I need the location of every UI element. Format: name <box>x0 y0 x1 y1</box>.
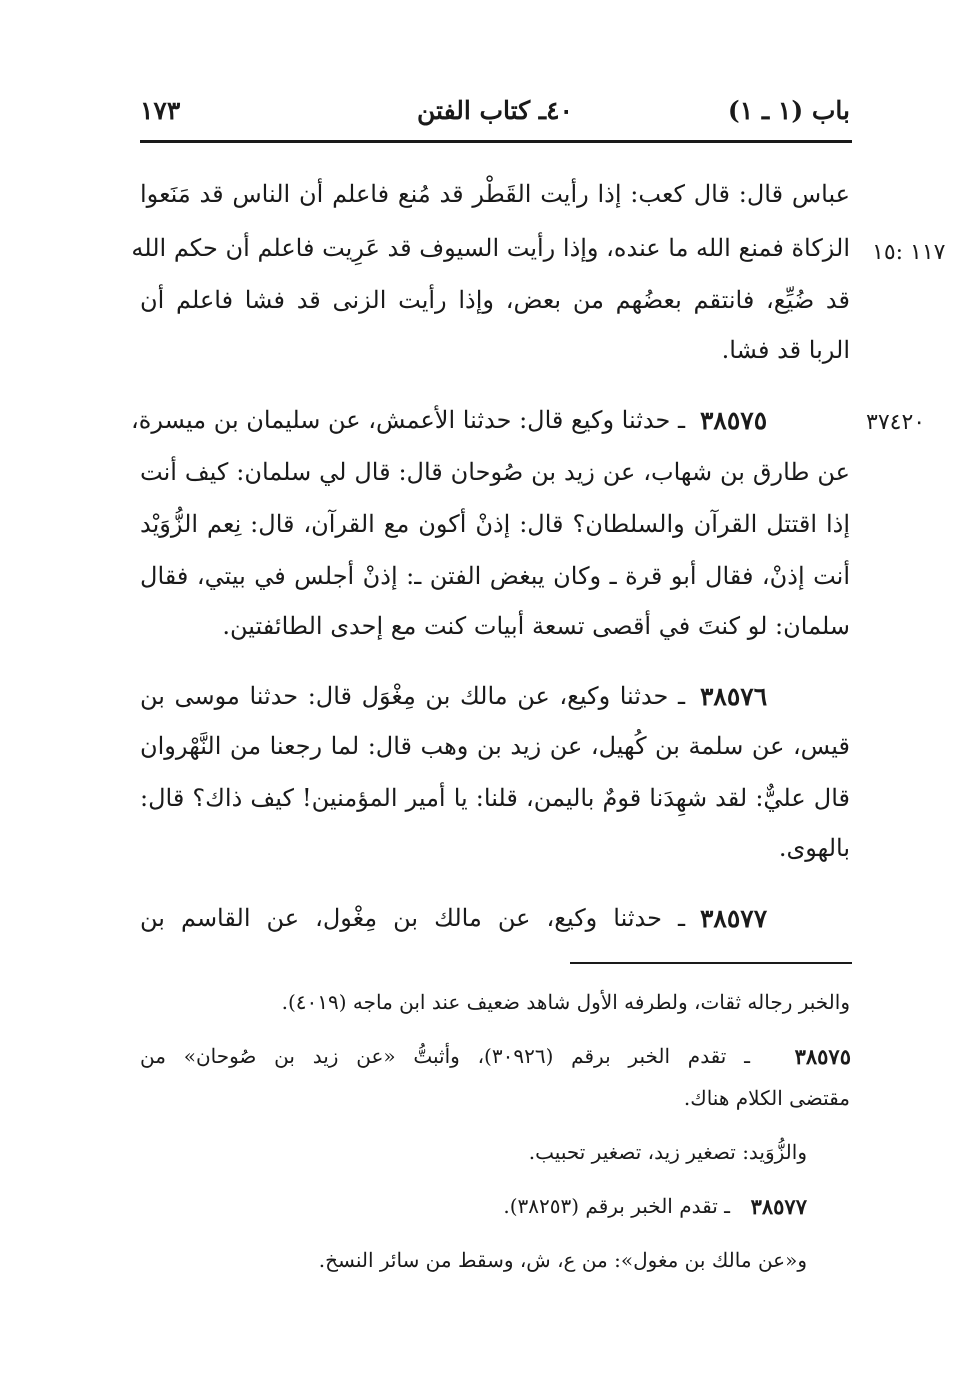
page-number: ١٧٣ <box>140 96 181 125</box>
header-rule <box>140 140 852 143</box>
footnote: والزُّوَيد: تصغير زيد، تصغير تحبيب. <box>528 1140 807 1164</box>
body-line: قال عليٌّ: لقد شهِدَنا قومٌ باليمن، قلنا: يا أمير المؤمنين! كيف ذاك؟ قال: <box>140 784 850 812</box>
footnote: ـ تقدم الخبر برقم (٣٠٩٢٦)، وأثبتُّ «عن زيد بن صُوحان» من <box>140 1044 750 1068</box>
body-line: قيس، عن سلمة بن كُهيل، عن زيد بن وهب قال: لما رجعنا من النَّهْروان <box>140 732 850 760</box>
body-line: أنت إذنْ، فقال أبو قرة ـ وكان يبغض الفتن ـ: إذنْ أجلس في بيتي، فقال <box>140 562 850 590</box>
body-line: سلمان: لو كنتَ في أقصى تسعة أبيات كنت مع إحدى الطائفتين. <box>222 612 850 640</box>
body-line: ـ حدثنا وكيع، عن مالك بن مِغْوَل قال: حدثنا موسى بن <box>140 682 685 710</box>
body-line: الزكاة فمنع الله ما عنده، وإذا رأيت السيوف قد عَرِيت فاعلم أن حكم الله <box>131 234 850 262</box>
body-line: قد ضُيِّع، فانتقم بعضُهم من بعض، وإذا رأيت الزنى قد فشا فاعلم أن <box>140 286 850 314</box>
page-header <box>140 96 850 136</box>
footnote-number: ٣٨٥٧٧ <box>750 1194 807 1219</box>
footnote-number: ٣٨٥٧٥ <box>794 1044 851 1069</box>
margin-reference: ١١٧ :١٥ <box>872 240 946 265</box>
footnote: مقتضى الكلام هناك. <box>683 1086 850 1110</box>
body-line: إذا اقتتل القرآن والسلطان؟ قال: إذنْ أكون مع القرآن، قال: نِعم الزُّوَيْد <box>140 510 850 538</box>
footnote: ـ تقدم الخبر برقم (٣٨٢٥٣). <box>503 1194 730 1218</box>
body-line: عباس قال: قال كعب: إذا رأيت القَطْر قد مُنع فاعلم أن الناس قد مَنَعوا <box>140 180 851 208</box>
hadith-number: ٣٨٥٧٥ <box>700 406 768 435</box>
book-title: ٤٠ـ كتاب الفتن <box>417 96 573 125</box>
body-line: بالهوى. <box>778 834 850 862</box>
margin-reference: ٣٧٤٢٠ <box>866 410 926 435</box>
body-line: ـ حدثنا وكيع قال: حدثنا الأعمش، عن سليمان بن ميسرة، <box>131 406 685 434</box>
footnote-rule <box>570 962 852 964</box>
footnote: والخبر رجاله ثقات، ولطرفه الأول شاهد ضعيف عند ابن ماجه (٤٠١٩). <box>281 990 850 1014</box>
chapter-heading: باب (١ ـ ١) <box>727 96 850 125</box>
hadith-number: ٣٨٥٧٦ <box>700 682 768 711</box>
hadith-number: ٣٨٥٧٧ <box>700 904 768 933</box>
body-line: عن طارق بن شهاب، عن زيد بن صُوحان قال: قال لي سلمان: كيف أنت <box>140 458 850 486</box>
body-line: الربا قد فشا. <box>721 336 850 364</box>
body-line: ـ حدثنا وكيع، عن مالك بن مِغْول، عن القاسم بن <box>140 904 686 932</box>
footnote: و«عن مالك بن مغول»: من ع، ش، وسقط من سائر النسخ. <box>318 1248 807 1272</box>
